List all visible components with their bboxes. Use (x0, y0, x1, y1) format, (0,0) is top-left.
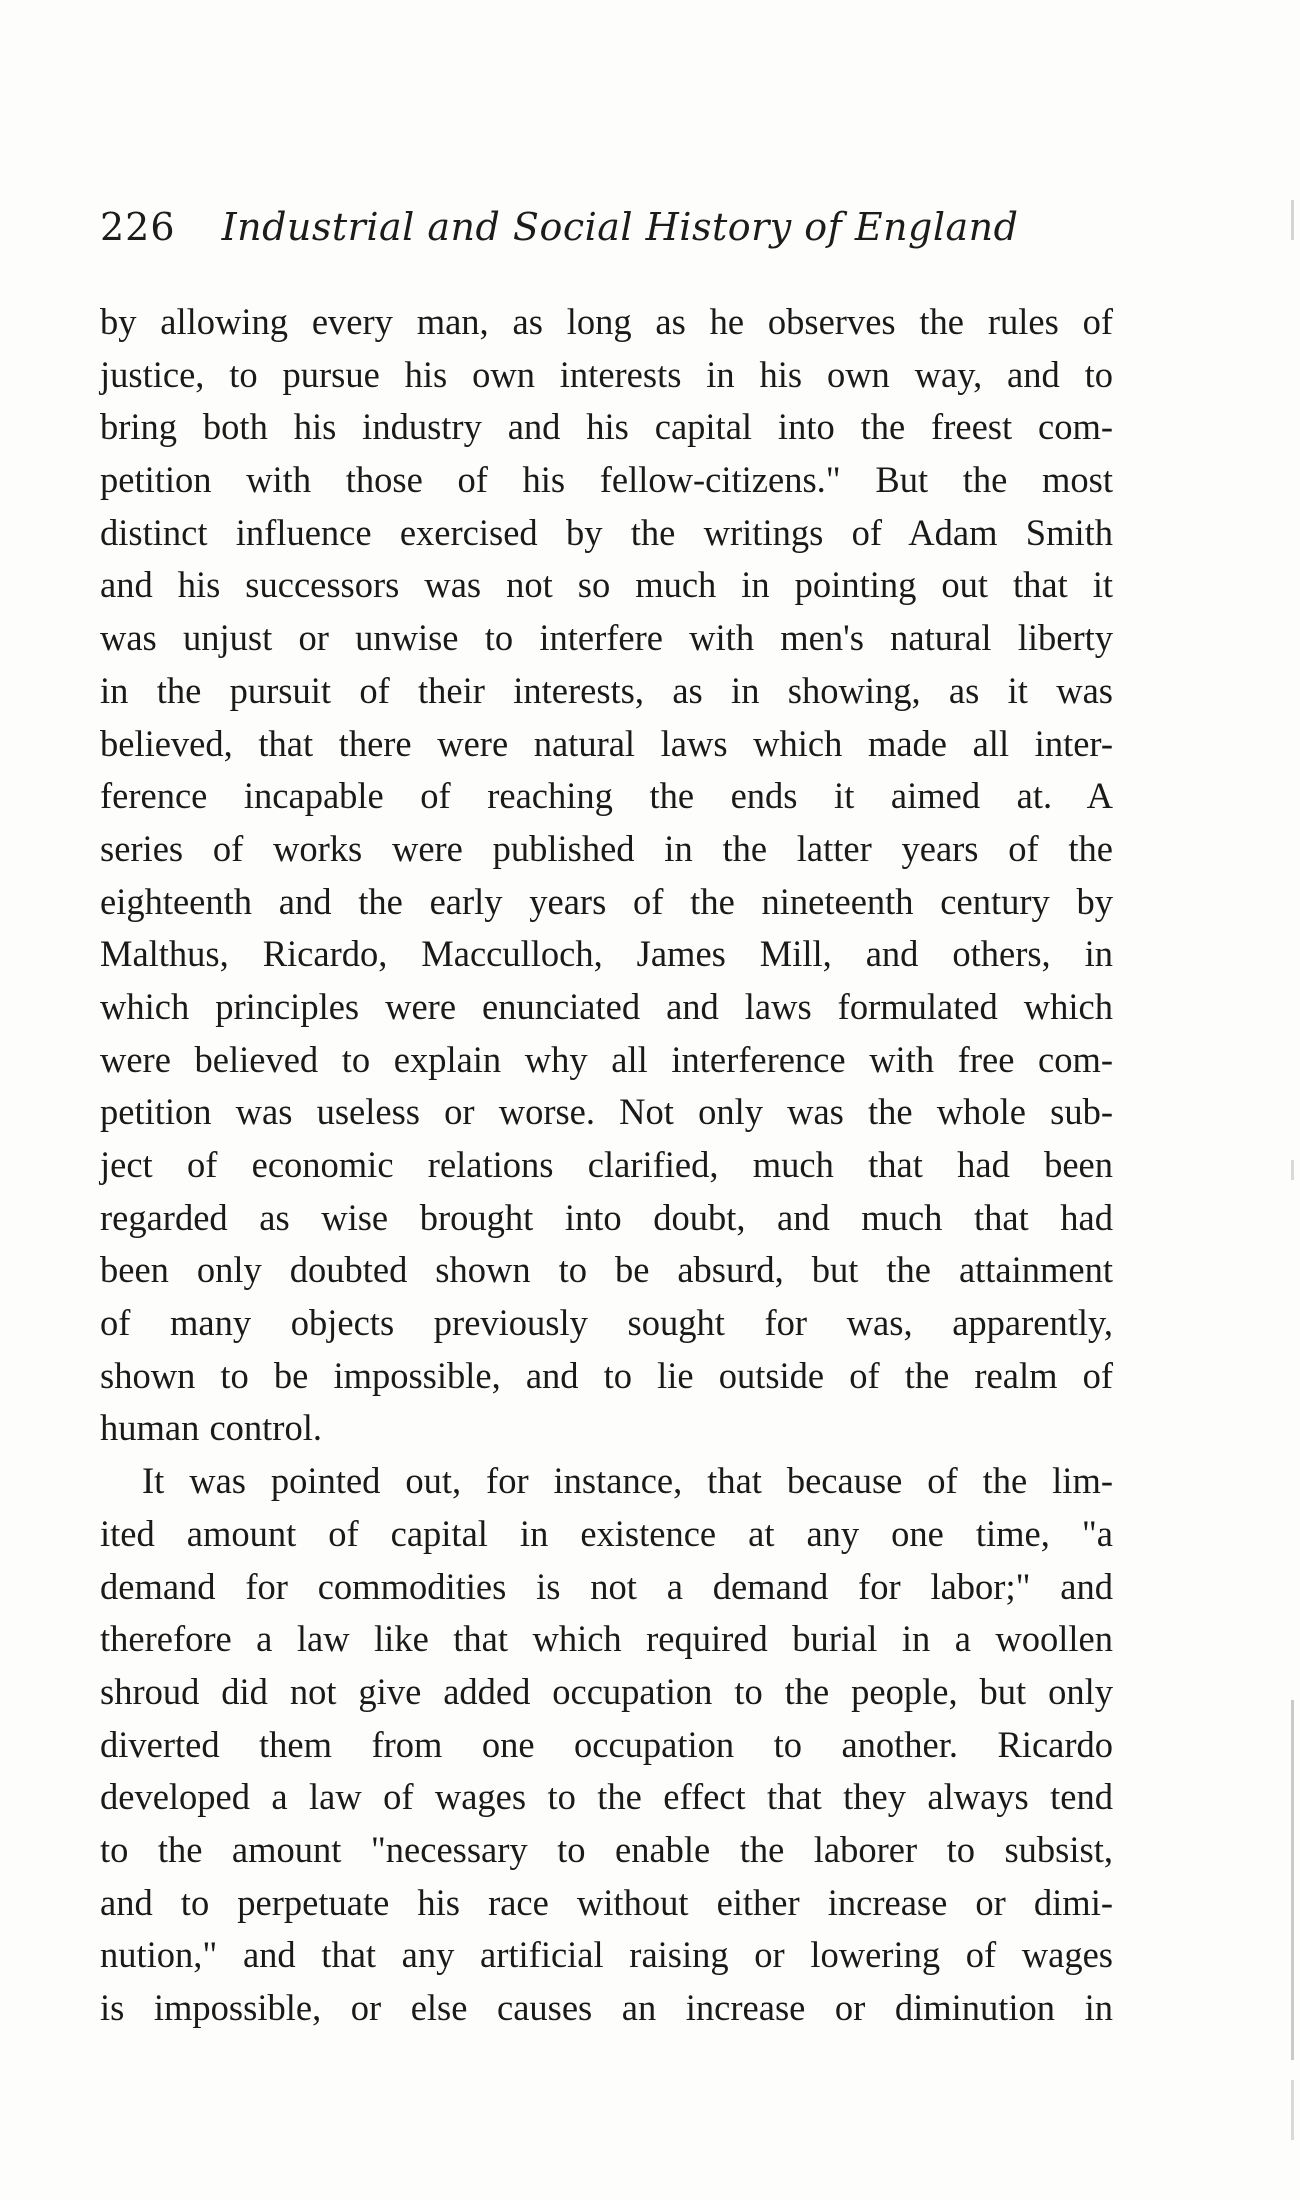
text-line: Malthus, Ricardo, Macculloch, James Mill, and others, in (100, 933, 1113, 975)
text-line: and to perpetuate his race without either increase or dimi- (100, 1881, 1113, 1923)
text-line: ference incapable of reaching the ends it aimed at. A (100, 775, 1113, 817)
text-line: demand for commodities is not a demand for labor;" and (100, 1565, 1113, 1607)
text-line: ited amount of capital in existence at any one time, "a (100, 1512, 1113, 1554)
text-line: believed, that there were natural laws which made all inter- (100, 722, 1113, 764)
running-title: Industrial and Social History of England (221, 205, 1019, 249)
text-line: which principles were enunciated and laws formulated which (100, 985, 1113, 1027)
text-line: It was pointed out, for instance, that because of the lim- (142, 1460, 1113, 1502)
text-line: is impossible, or else causes an increase or diminution in (100, 1987, 1113, 2028)
text-line: justice, to pursue his own interests in his own way, and to (100, 353, 1113, 395)
text-line: shroud did not give added occupation to the people, but only (100, 1670, 1113, 1712)
text-line: petition with those of his fellow-citizens." But the most (100, 459, 1113, 501)
text-line: by allowing every man, as long as he observes the rules of (100, 301, 1113, 342)
text-line: developed a law of wages to the effect that they always tend (100, 1776, 1113, 1818)
page-header (100, 205, 1040, 265)
text-line: of many objects previously sought for was, apparently, (100, 1302, 1113, 1344)
text-line: series of works were published in the latter years of the (100, 827, 1113, 869)
paragraph-2 (100, 1455, 1113, 2035)
page-number: 226 (100, 205, 176, 249)
text-line: diverted them from one occupation to another. Ricardo (100, 1723, 1113, 1765)
text-line: eighteenth and the early years of the nineteenth century by (100, 880, 1113, 922)
text-line: regarded as wise brought into doubt, and much that had (100, 1196, 1113, 1238)
text-line: to the amount "necessary to enable the laborer to subsist, (100, 1828, 1113, 1870)
text-line: shown to be impossible, and to lie outside of the realm of (100, 1354, 1113, 1396)
text-line: distinct influence exercised by the writings of Adam Smith (100, 511, 1113, 553)
text-line: bring both his industry and his capital into the freest com- (100, 406, 1113, 448)
text-line: and his successors was not so much in pointing out that it (100, 564, 1113, 606)
paragraph-1 (100, 296, 1113, 1455)
text-line: been only doubted shown to be absurd, but the attainment (100, 1249, 1113, 1291)
text-line: therefore a law like that which required burial in a woollen (100, 1618, 1113, 1660)
text-line: in the pursuit of their interests, as in showing, as it was (100, 669, 1113, 711)
text-line: nution," and that any artificial raising or lowering of wages (100, 1934, 1113, 1976)
text-line: human control. (100, 1407, 322, 1449)
text-line: ject of economic relations clarified, much that had been (100, 1144, 1113, 1185)
text-line: petition was useless or worse. Not only was the whole sub- (100, 1091, 1113, 1133)
text-line: was unjust or unwise to interfere with men's natural liberty (100, 617, 1113, 659)
text-line: were believed to explain why all interference with free com- (100, 1038, 1113, 1080)
body-text (100, 296, 1113, 2035)
scan-edge-shadow (1270, 120, 1300, 2180)
